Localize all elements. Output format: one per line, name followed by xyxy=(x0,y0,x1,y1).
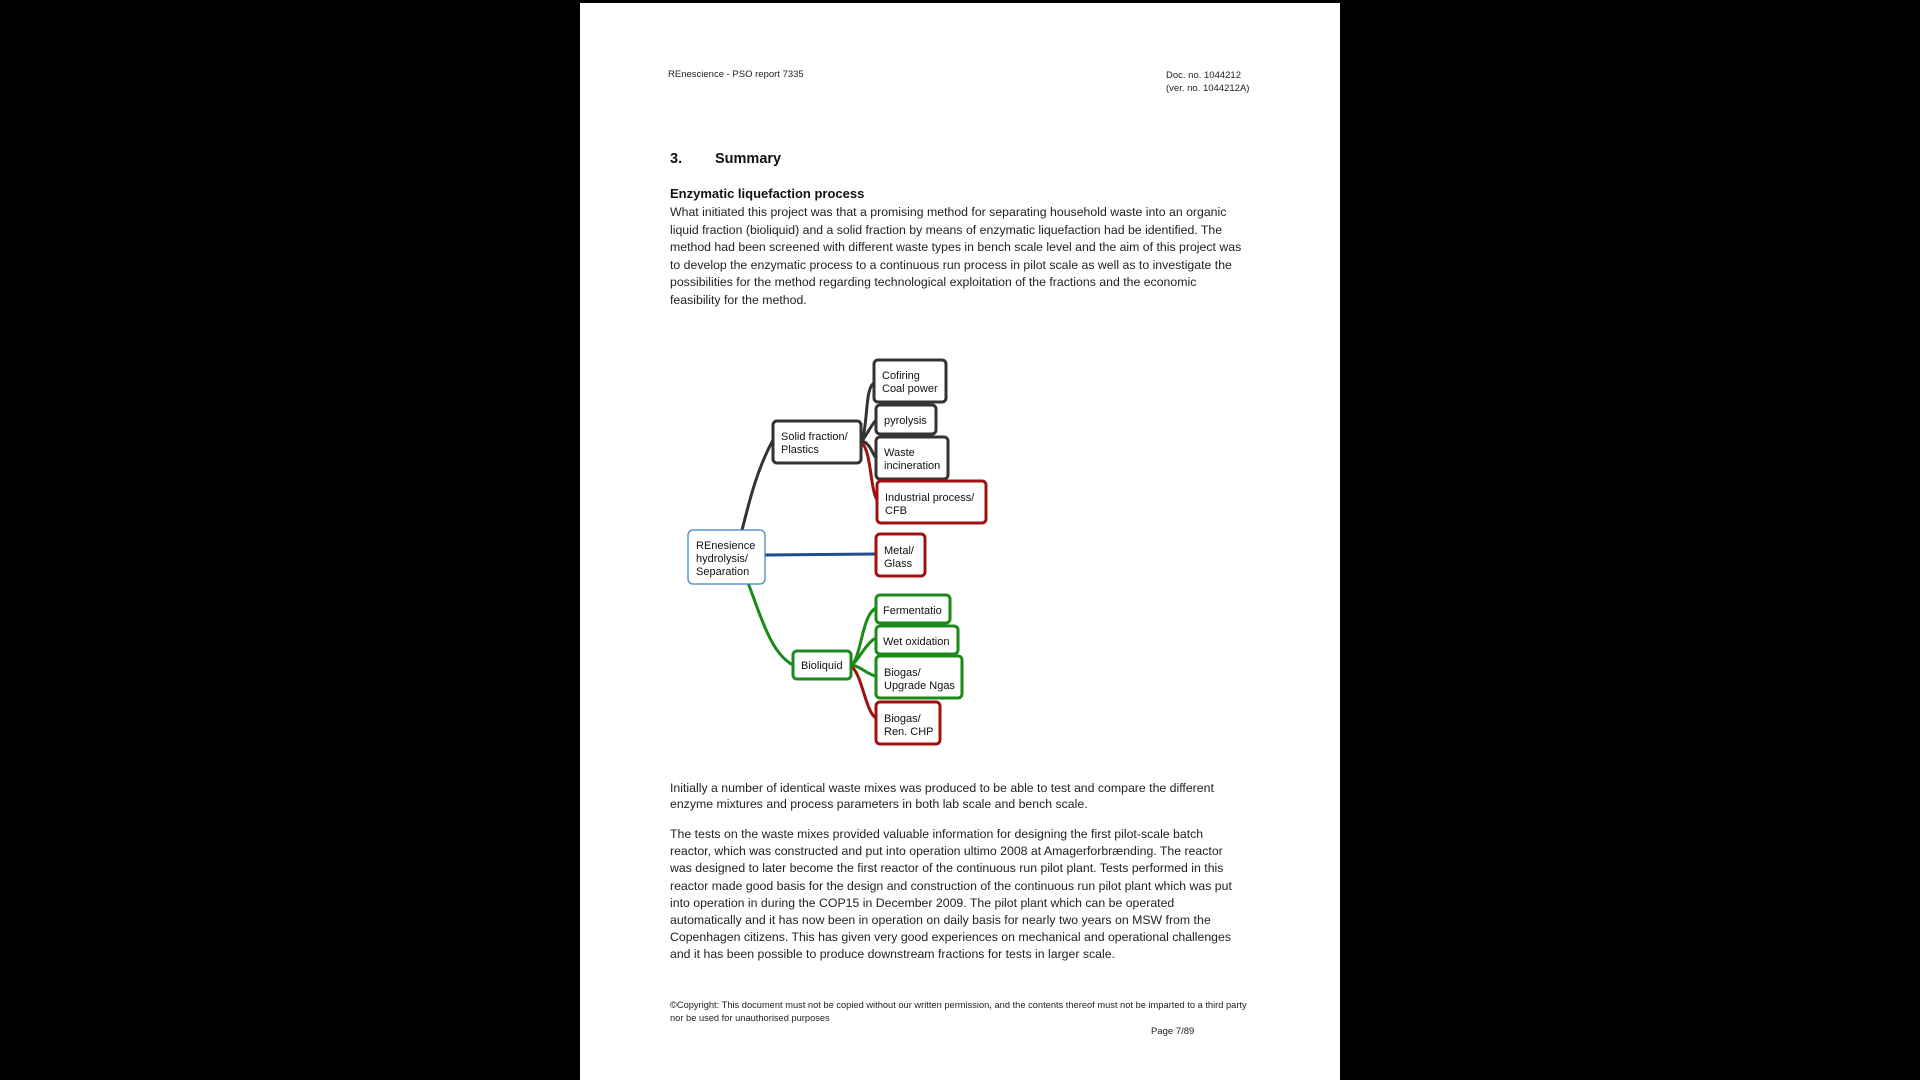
edge-bio-fermentation xyxy=(852,608,876,665)
edge-bio-wetox xyxy=(852,638,876,665)
node-waste-line1: Waste xyxy=(884,447,915,459)
node-solid-line1: Solid fraction/ xyxy=(781,431,848,443)
node-bioliquid-line1: Bioliquid xyxy=(801,660,843,672)
paragraph-pilot-plant: The tests on the waste mixes provided valuable information for designing the first pilot-scale batch reactor, which was constructed and put into operation ultimo 2008 at Amagerforbrænding. The reactor was designed to later become the first reactor of the continuous run pilot plant. Tests performed in this reactor made good basis for the design and construction of the continuous run pilot plant which was put into operation in during the COP15 in December 2009. The pilot plant which can be operated automatically and it has now been in operation on daily basis for nearly two years on MSW from the Copenhagen citizens. This has given very good experiences on mechanical and operational challenges and it has been possible to produce downstream fractions for tests in larger scale. xyxy=(670,827,1232,962)
paragraph-waste-mixes: Initially a number of identical waste mixes was produced to be able to test and compare the different enzyme mixtures and process parameters in both lab scale and bench scale. xyxy=(670,781,1214,811)
paragraph-intro: What initiated this project was that a promising method for separating household waste into an organic liquid fraction (bioliquid) and a solid fraction by means of enzymatic liquefaction had be identified. The method had been screened with different waste types in bench scale level and the aim of this project was to develop the enzymatic process to a continuous run process in pilot scale as well as to investigate the possibilities for the method regarding technological exploitation of the fractions and the economic feasibility for the method. xyxy=(670,205,1242,307)
copyright-notice: ©Copyright: This document must not be copied without our written permission, and the contents thereof must not be imparted to a third party nor be used for unauthorised purposes xyxy=(670,1000,1247,1023)
node-root-line3: Separation xyxy=(696,566,750,578)
node-fermentation-line1: Fermentatio xyxy=(883,605,942,617)
section-number: 3. xyxy=(670,151,683,167)
edge-root-bioliquid xyxy=(748,583,793,665)
node-wetox-line1: Wet oxidation xyxy=(883,636,950,648)
node-root-line2: hydrolysis/ xyxy=(696,553,748,565)
node-metal-line1: Metal/ xyxy=(884,545,914,557)
section-title: Summary xyxy=(715,151,782,167)
node-cofiring-line1: Cofiring xyxy=(882,370,920,382)
node-pyrolysis-line1: pyrolysis xyxy=(884,415,927,427)
node-industrial-line2: CFB xyxy=(885,505,907,517)
header-report-title: REnescience - PSO report 7335 xyxy=(668,69,804,80)
subheading: Enzymatic liquefaction process xyxy=(670,186,865,201)
header-ver-no: (ver. no. 1044212A) xyxy=(1166,83,1250,94)
node-chp-line1: Biogas/ xyxy=(884,713,921,725)
node-cofiring-line2: Coal power xyxy=(882,383,938,395)
node-solid-line2: Plastics xyxy=(781,444,819,456)
node-upgrade-line1: Biogas/ xyxy=(884,667,921,679)
node-industrial-line1: Industrial process/ xyxy=(885,492,975,504)
node-waste-line2: incineration xyxy=(884,460,941,472)
node-root-line1: REnesience xyxy=(696,540,756,552)
header-doc-no: Doc. no. 1044212 xyxy=(1166,70,1242,81)
edge-root-metal xyxy=(765,554,876,555)
edge-root-solid xyxy=(742,440,773,530)
node-metal-line2: Glass xyxy=(884,558,913,570)
document-page xyxy=(580,3,1340,1080)
node-upgrade-line2: Upgrade Ngas xyxy=(884,680,955,692)
node-chp-line2: Ren. CHP xyxy=(884,726,934,738)
page-number: Page 7/89 xyxy=(1151,1026,1195,1037)
